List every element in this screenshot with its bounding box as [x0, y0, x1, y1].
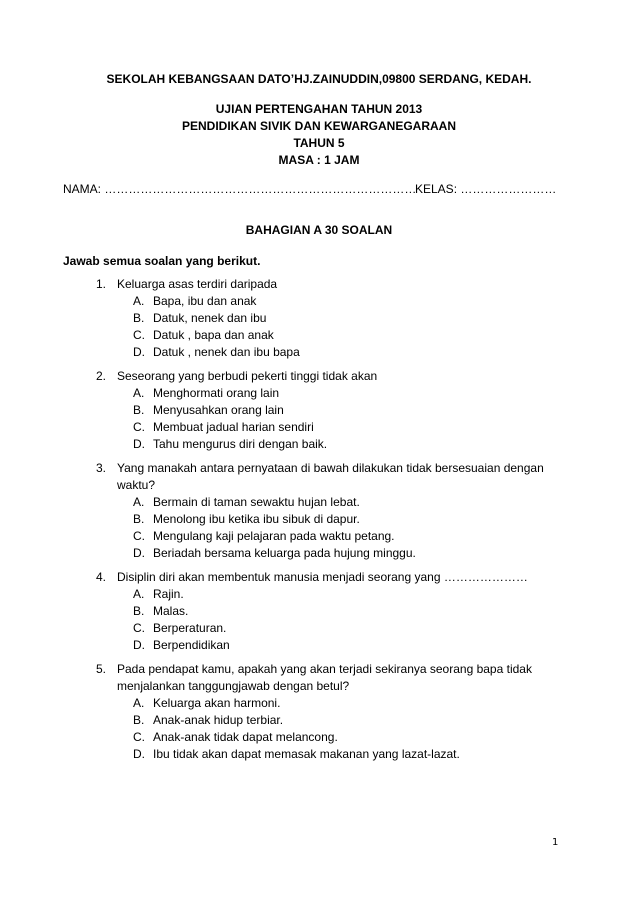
option-b: [133, 603, 576, 620]
option-letter: A.: [133, 294, 145, 308]
option-text: Menyusahkan orang lain: [153, 403, 284, 417]
option-b: [133, 511, 576, 528]
option-a: [133, 494, 576, 511]
option-letter: C.: [133, 730, 145, 744]
option-d: [133, 545, 576, 562]
question-number: 5.: [96, 662, 107, 676]
question-number: 4.: [96, 570, 107, 584]
question-1: [96, 276, 576, 361]
option-list: [133, 586, 576, 654]
student-name-field: NAMA: ……………………………………………………………………: [63, 182, 417, 196]
option-letter: A.: [133, 495, 145, 509]
option-text: Datuk , bapa dan anak: [153, 328, 274, 342]
option-d: [133, 344, 576, 361]
option-text: Datuk, nenek dan ibu: [153, 311, 267, 325]
option-text: Anak-anak hidup terbiar.: [153, 713, 284, 727]
question-2: [96, 368, 576, 453]
question-text: Yang manakah antara pernyataan di bawah dilakukan tidak bersesuaian dengan waktu?: [117, 461, 544, 492]
option-a: [133, 385, 576, 402]
option-c: [133, 528, 576, 545]
option-letter: D.: [133, 638, 145, 652]
option-list: [133, 695, 576, 763]
question-number: 3.: [96, 461, 107, 475]
option-letter: D.: [133, 345, 145, 359]
school-header: SEKOLAH KEBANGSAAN DATO’HJ.ZAINUDDIN,09800 SERDANG, KEDAH.: [106, 72, 532, 86]
option-b: [133, 712, 576, 729]
option-a: [133, 695, 576, 712]
option-c: [133, 419, 576, 436]
option-text: Datuk , nenek dan ibu bapa: [153, 345, 300, 359]
section-instruction: Jawab semua soalan yang berikut.: [63, 254, 261, 268]
option-b: [133, 310, 576, 327]
option-b: [133, 402, 576, 419]
option-letter: D.: [133, 437, 145, 451]
option-text: Malas.: [153, 604, 189, 618]
option-text: Berpendidikan: [153, 638, 230, 652]
option-list: [133, 494, 576, 562]
option-c: [133, 620, 576, 637]
option-letter: A.: [133, 386, 145, 400]
option-letter: B.: [133, 604, 145, 618]
option-text: Membuat jadual harian sendiri: [153, 420, 314, 434]
option-letter: B.: [133, 713, 145, 727]
year-label: TAHUN 5: [293, 136, 345, 150]
option-letter: D.: [133, 747, 145, 761]
option-letter: A.: [133, 587, 145, 601]
option-text: Menghormati orang lain: [153, 386, 280, 400]
section-title: BAHAGIAN A 30 SOALAN: [245, 223, 393, 237]
option-text: Bermain di taman sewaktu hujan lebat.: [153, 495, 360, 509]
question-number: 1.: [96, 277, 107, 291]
option-letter: C.: [133, 529, 145, 543]
duration-label: MASA : 1 JAM: [278, 153, 360, 167]
option-letter: C.: [133, 328, 145, 342]
option-letter: A.: [133, 696, 145, 710]
option-d: [133, 436, 576, 453]
option-list: [133, 385, 576, 453]
student-class-field: KELAS: ……………………: [415, 182, 557, 196]
option-letter: B.: [133, 403, 145, 417]
option-letter: C.: [133, 420, 145, 434]
question-text: Keluarga asas terdiri daripada: [117, 277, 278, 291]
option-text: Anak-anak tidak dapat melancong.: [153, 730, 338, 744]
exam-title: UJIAN PERTENGAHAN TAHUN 2013: [215, 102, 423, 116]
option-text: Mengulang kaji pelajaran pada waktu petang.: [153, 529, 395, 543]
option-c: [133, 729, 576, 746]
option-text: Beriadah bersama keluarga pada hujung minggu.: [153, 546, 416, 560]
question-text: Seseorang yang berbudi pekerti tinggi tidak akan: [117, 369, 378, 383]
option-d: [133, 637, 576, 654]
question-number: 2.: [96, 369, 107, 383]
question-4: [96, 569, 576, 654]
option-c: [133, 327, 576, 344]
page-number: 1: [552, 837, 559, 848]
option-text: Berperaturan.: [153, 621, 227, 635]
option-letter: B.: [133, 512, 145, 526]
option-text: Menolong ibu ketika ibu sibuk di dapur.: [153, 512, 360, 526]
option-d: [133, 746, 576, 763]
option-letter: C.: [133, 621, 145, 635]
question-text: Disiplin diri akan membentuk manusia menjadi seorang yang …………………: [117, 570, 528, 584]
option-list: [133, 293, 576, 361]
option-letter: D.: [133, 546, 145, 560]
option-letter: B.: [133, 311, 145, 325]
option-a: [133, 586, 576, 603]
question-text: Pada pendapat kamu, apakah yang akan terjadi sekiranya seorang bapa tidak menjalankan tanggungjawab dengan betul?: [117, 662, 532, 693]
subject-title: PENDIDIKAN SIVIK DAN KEWARGANEGARAAN: [181, 119, 456, 133]
option-text: Keluarga akan harmoni.: [153, 696, 281, 710]
option-a: [133, 293, 576, 310]
option-text: Rajin.: [153, 587, 184, 601]
question-5: [96, 661, 576, 763]
option-text: Tahu mengurus diri dengan baik.: [153, 437, 328, 451]
option-text: Bapa, ibu dan anak: [153, 294, 257, 308]
option-text: Ibu tidak akan dapat memasak makanan yang lazat-lazat.: [153, 747, 460, 761]
question-3: [96, 460, 576, 562]
